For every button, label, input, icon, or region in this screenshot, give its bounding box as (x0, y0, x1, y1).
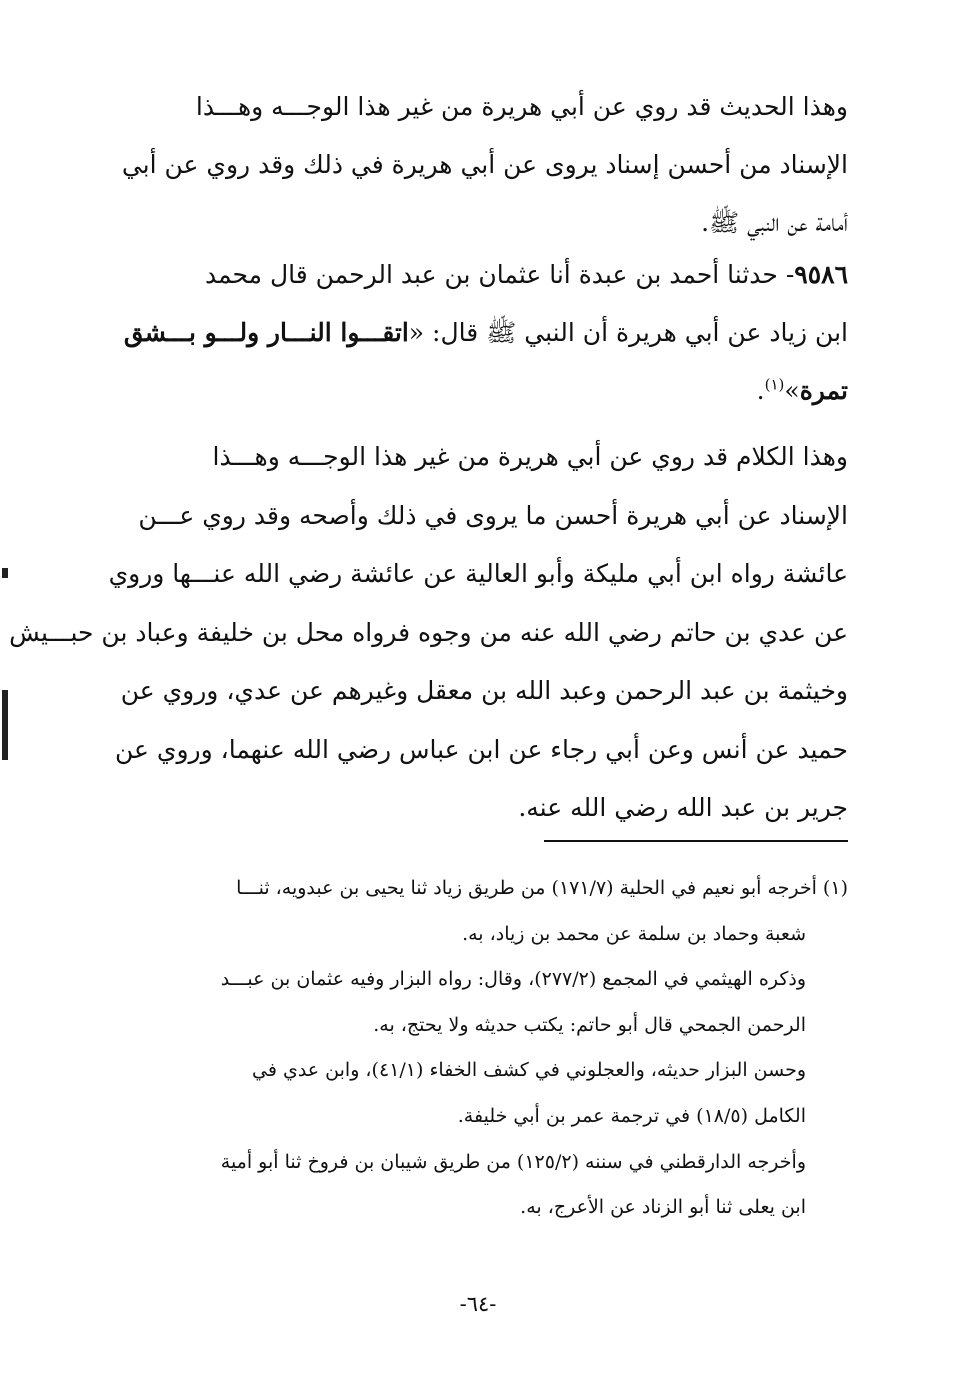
footnote-line: وأخرجه الدارقطني في سننه (١٢٥/٢) من طريق شيبان بن فروخ ثنا أبو أمية (220, 1150, 806, 1173)
paragraph-line: وخيثمة بن عبد الرحمن وعبد الله بن معقل وغيرهم عن عدي، وروي عن (120, 676, 848, 705)
scan-edge-mark (2, 690, 8, 760)
footnote-line: وذكره الهيثمي في المجمع (٢٧٧/٢)، وقال: رواه البزار وفيه عثمان بن عبـــد (220, 968, 806, 991)
hadith-chain-text: - حدثنا أحمد بن عبدة أنا عثمان بن عبد الرحمن قال محمد (204, 260, 795, 289)
paragraph-1 (121, 78, 848, 252)
paragraph-line: عن عدي بن حاتم رضي الله عنه من وجوه فرواه محل بن خليفة وعباد بن حبـــيش (9, 617, 848, 647)
hadith-line-3 (136, 362, 848, 420)
paragraph-line: وهذا الكلام قد روي عن أبي هريرة من غير هذا الوجـــه وهـــذا (212, 442, 848, 471)
paragraph-line: الإسناد من أحسن إسناد يروى عن أبي هريرة في ذلك وقد روي عن أبي (121, 150, 848, 179)
footnotes (136, 866, 848, 1231)
hadith-line-2 (123, 304, 848, 362)
footnote-line: الرحمن الجمحي قال أبو حاتم: يكتب حديثه ولا يحتج، به. (373, 1013, 806, 1036)
page-number: -٦٤- (459, 1292, 497, 1316)
footnote-line: شعبة وحماد بن سلمة عن محمد بن زياد، به. (462, 922, 806, 945)
footnote-line: ابن يعلى ثنا أبو الزناد عن الأعرج، به. (520, 1196, 806, 1219)
hadith-period: . (756, 376, 765, 405)
paragraph-line: حميد عن أنس وعن أبي رجاء عن ابن عباس رضي الله عنهما، وروي عن (115, 734, 848, 764)
paragraph-line: أمامة عن النبي ﷺ. (701, 208, 848, 237)
hadith-chain-text-2: ابن زياد عن أبي هريرة أن النبي ﷺ قال: « (408, 318, 848, 347)
footnote-separator (544, 840, 848, 842)
footnote-line: الكامل (١٨/٥) في ترجمة عمر بن أبي خليفة. (457, 1104, 806, 1127)
hadith-number: ٩٥٨٦ (794, 260, 848, 289)
paragraph-line: الإسناد عن أبي هريرة أحسن ما يروى في ذلك وأصحه وقد روي عـــن (138, 500, 848, 530)
paragraph-line: عائشة رواه ابن أبي مليكة وأبو العالية عن عائشة رضي الله عنـــها وروي (108, 559, 848, 588)
hadith-text-end: تمرة (799, 376, 848, 405)
scan-edge-mark (2, 568, 8, 578)
hadith-close-quote: » (784, 376, 800, 405)
paragraph-line: جرير بن عبد الله رضي الله عنه. (518, 793, 848, 822)
footnote-line: وحسن البزار حديثه، والعجلوني في كشف الخفاء (٤١/١)، وابن عدي في (252, 1059, 806, 1082)
footnote-reference: (١) (764, 375, 785, 394)
footnote-line: (١) أخرجه أبو نعيم في الحلية (١٧١/٧) من طريق زياد ثنا يحيى بن عبدويه، ثنـــا (236, 877, 848, 899)
hadith-line-1 (136, 246, 848, 304)
hadith-paragraph (123, 246, 848, 420)
paragraph-3 (9, 428, 848, 838)
paragraph-line: وهذا الحديث قد روي عن أبي هريرة من غير هذا الوجـــه وهـــذا (195, 92, 848, 121)
hadith-text: اتقـــوا النـــار ولـــو بـــشق (123, 318, 409, 347)
